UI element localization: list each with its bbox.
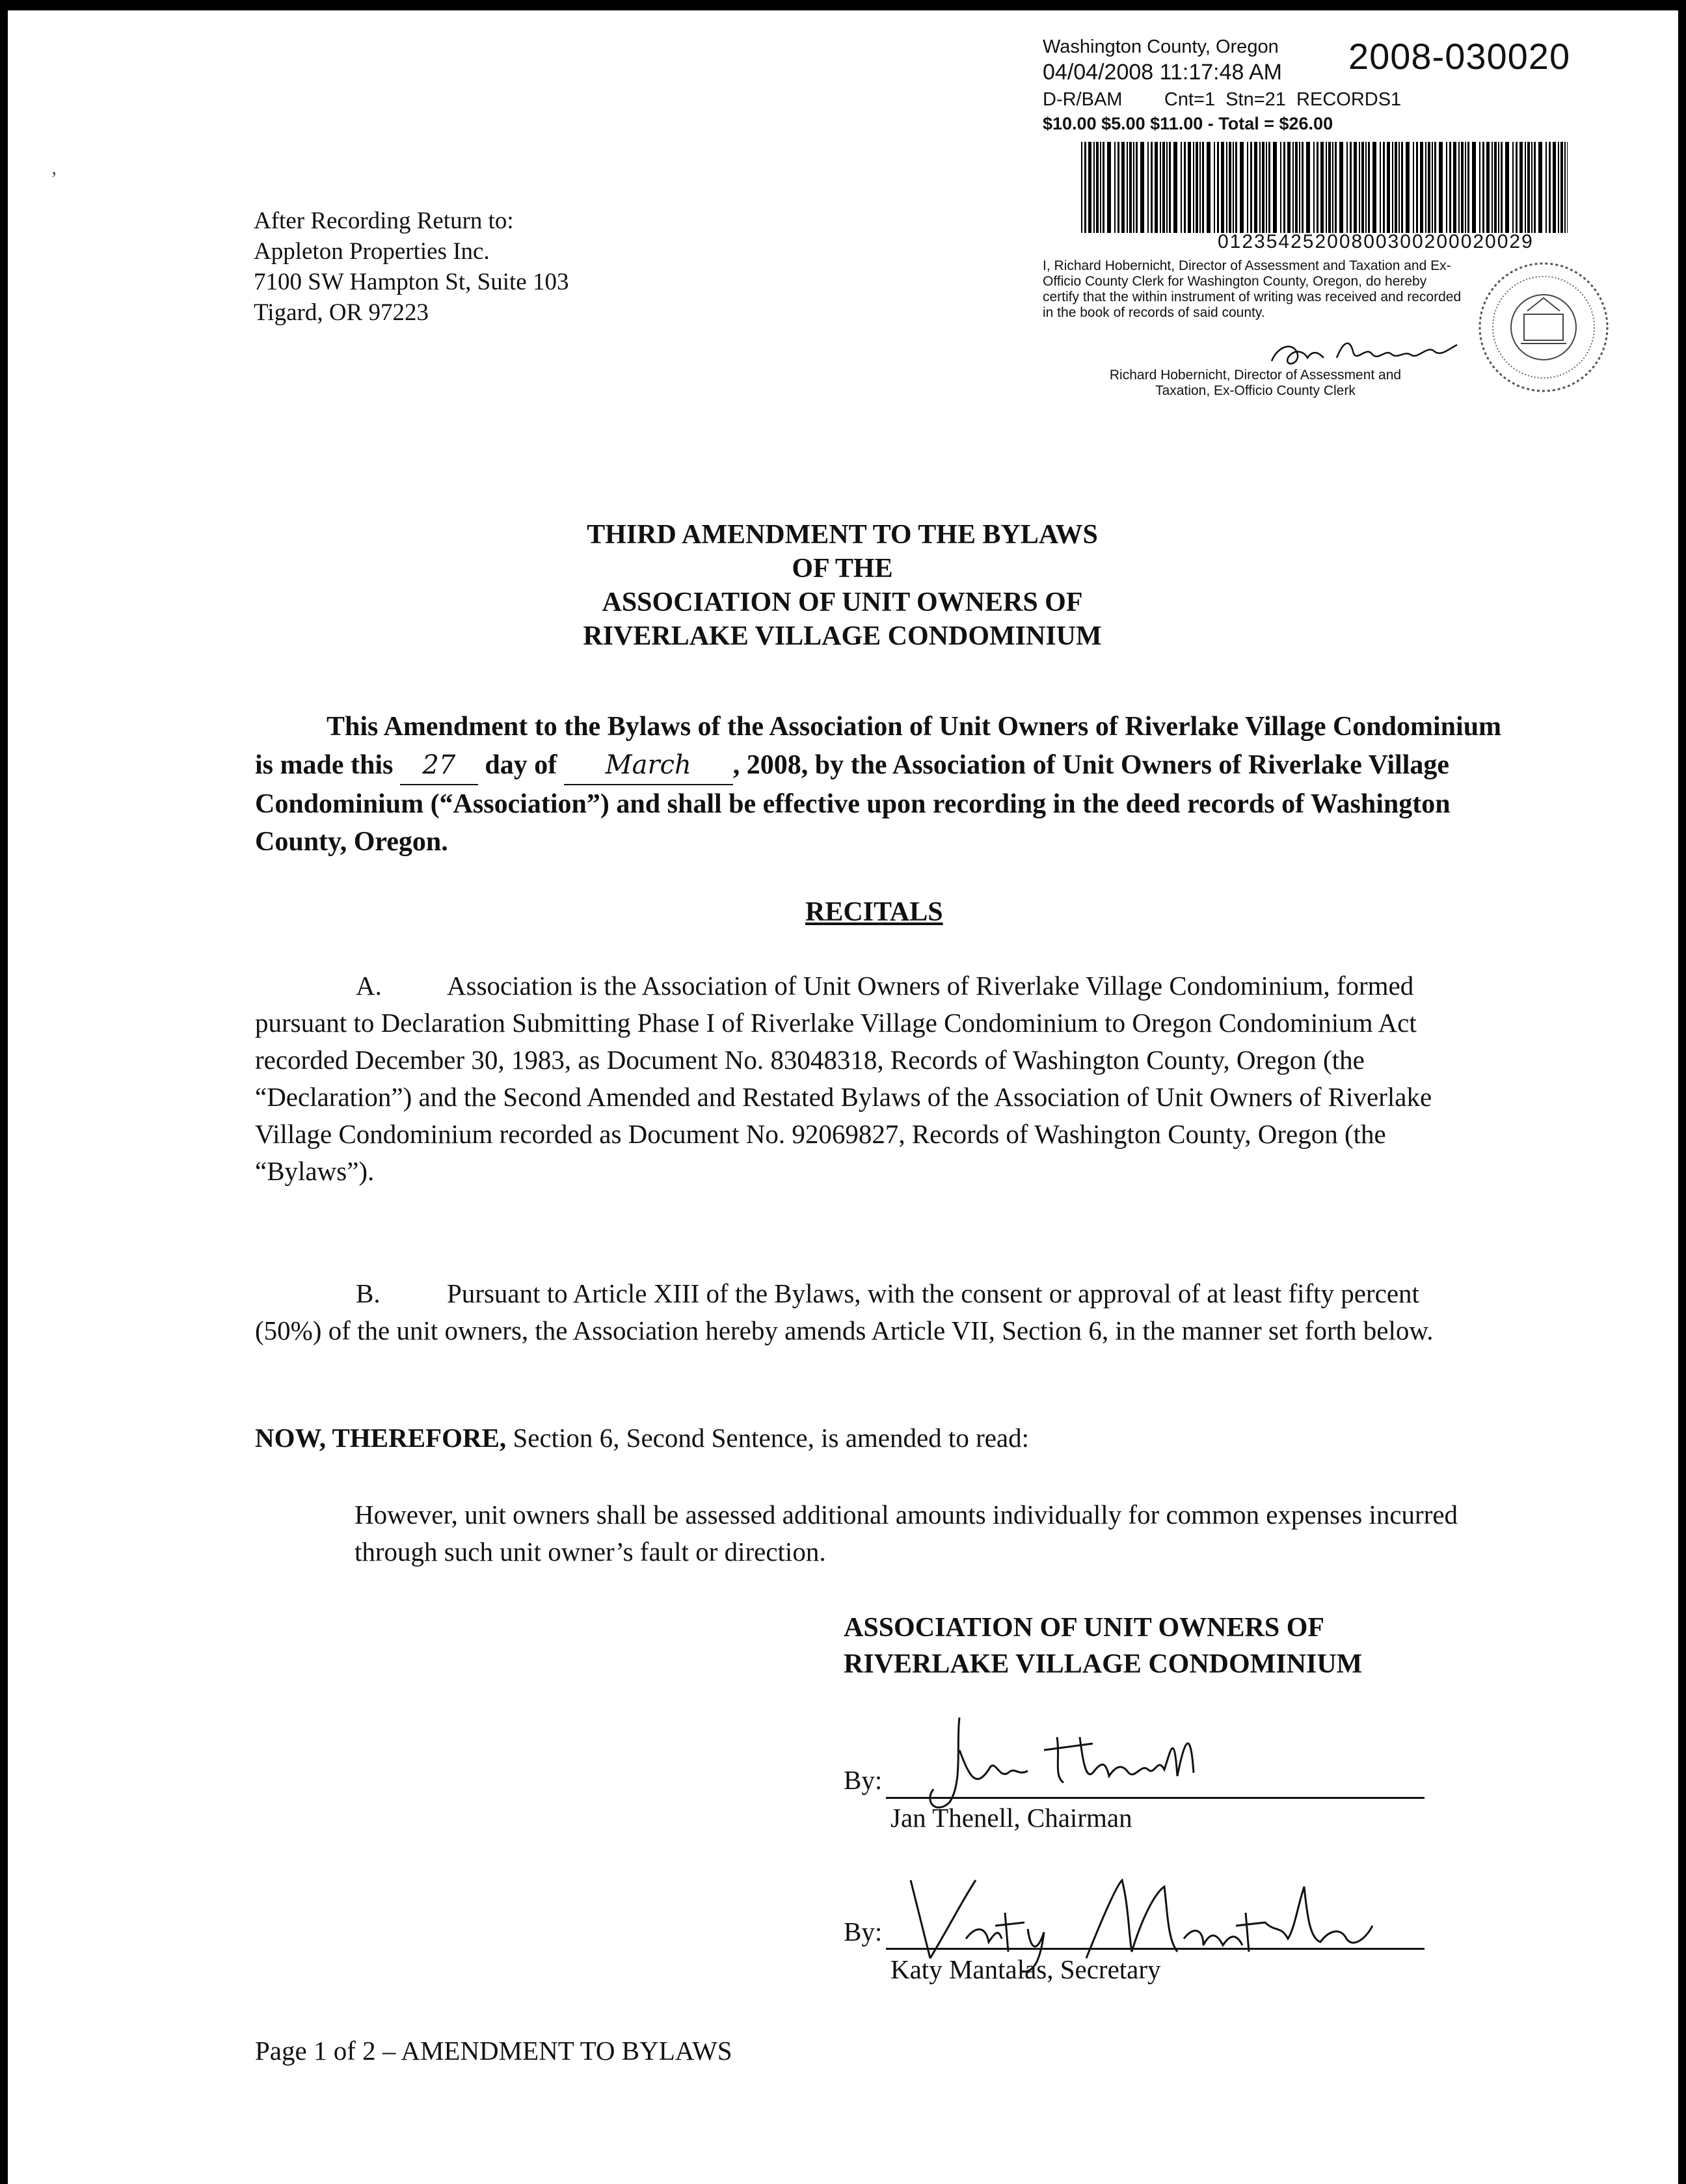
barcode-bar	[1567, 142, 1568, 233]
barcode-bar	[1461, 142, 1464, 233]
barcode-bar	[1494, 142, 1497, 233]
title-line: ASSOCIATION OF UNIT OWNERS OF	[602, 587, 1083, 617]
barcode-bar	[1088, 142, 1091, 233]
barcode-bar	[1127, 142, 1128, 233]
barcode-bar	[1498, 142, 1499, 233]
barcode-bar	[1413, 142, 1414, 233]
barcode-bar	[1392, 142, 1393, 233]
barcode-bar	[1214, 142, 1215, 233]
return-address-line: After Recording Return to:	[254, 208, 514, 234]
now-therefore	[255, 1422, 1029, 1453]
barcode-bar	[1226, 142, 1227, 233]
barcode-bar	[1181, 142, 1182, 233]
barcode-bar	[1365, 142, 1367, 233]
stamp-county: Washington County, Oregon	[1043, 36, 1279, 57]
barcode-bar	[1512, 142, 1514, 233]
barcode-bar	[1155, 142, 1158, 233]
barcode-number: 01235425200800300200020029	[1218, 231, 1534, 252]
barcode-bar	[1262, 142, 1264, 233]
signer-katy-mantalas: Katy Mantalas, Secretary	[890, 1954, 1161, 1984]
barcode-bar	[1259, 142, 1261, 233]
barcode-bar	[1368, 142, 1370, 233]
barcode-bar	[1328, 142, 1331, 233]
now-therefore-text: Section 6, Second Sentence, is amended to read:	[506, 1423, 1030, 1453]
barcode-bar	[1221, 142, 1224, 233]
barcode-bar	[1558, 142, 1559, 233]
barcode-bar	[1121, 142, 1125, 233]
barcode-bar	[1425, 142, 1426, 233]
barcode-bar	[1173, 142, 1177, 233]
barcode-bar	[1354, 142, 1357, 233]
day-handwritten: 27	[422, 750, 456, 780]
barcode-bar	[1359, 142, 1360, 233]
recital-b	[255, 1275, 1491, 1349]
barcode-bar	[1313, 142, 1315, 233]
barcode-bar	[1486, 142, 1490, 233]
barcode-bar	[1387, 142, 1390, 233]
barcode-bar	[1416, 142, 1418, 233]
return-address-line: Tigard, OR 97223	[254, 299, 429, 326]
barcode	[1081, 142, 1568, 233]
stamp-codes: D-R/BAM Cnt=1 Stn=21 RECORDS1	[1043, 89, 1402, 110]
scan-border-left	[0, 0, 8, 2184]
page-footer: Page 1 of 2 – AMENDMENT TO BYLAWS	[255, 2036, 732, 2066]
barcode-bar	[1516, 142, 1518, 233]
barcode-bar	[1096, 142, 1099, 233]
barcode-bar	[1553, 142, 1556, 233]
barcode-bar	[1151, 142, 1153, 233]
barcode-bar	[1326, 142, 1327, 233]
barcode-bar	[1401, 142, 1403, 233]
by-label: By:	[844, 1765, 883, 1795]
document-title	[390, 518, 1294, 653]
barcode-bar	[1160, 142, 1161, 233]
barcode-bar	[1439, 142, 1443, 233]
barcode-bar	[1482, 142, 1484, 233]
barcode-bar	[1372, 142, 1376, 233]
stamp-fees: $10.00 $5.00 $11.00 - Total = $26.00	[1043, 114, 1333, 133]
barcode-bar	[1395, 142, 1397, 233]
barcode-bar	[1564, 142, 1566, 233]
intro-text: This Amendment to the Bylaws of the Association of Unit Owners of Riverlake Village Condominium is made this	[255, 712, 1502, 780]
stamp-document-number: 2008-030020	[1348, 36, 1571, 77]
barcode-bar	[1472, 142, 1476, 233]
barcode-bar	[1458, 142, 1460, 233]
barcode-bar	[1129, 142, 1132, 233]
barcode-bar	[1361, 142, 1364, 233]
now-therefore-bold: NOW, THEREFORE,	[255, 1423, 507, 1453]
by-label: By:	[844, 1917, 883, 1947]
barcode-bar	[1280, 142, 1281, 233]
scan-mark: ’	[51, 168, 57, 189]
barcode-bar	[1525, 142, 1526, 233]
barcode-bar	[1084, 142, 1086, 233]
month-blank	[564, 746, 733, 785]
signature-jan-thenell	[898, 1711, 1262, 1815]
barcode-bar	[1383, 142, 1385, 233]
barcode-bar	[1093, 142, 1095, 233]
barcode-bar	[1103, 142, 1104, 233]
barcode-bar	[1420, 142, 1423, 233]
barcode-bar	[1453, 142, 1456, 233]
association-line: RIVERLAKE VILLAGE CONDOMINIUM	[844, 1649, 1363, 1679]
return-address-line: Appleton Properties Inc.	[254, 238, 490, 265]
barcode-bar	[1306, 142, 1310, 233]
barcode-bar	[1335, 142, 1337, 233]
barcode-bar	[1136, 142, 1138, 233]
barcode-bar	[1501, 142, 1503, 233]
signer-jan-thenell: Jan Thenell, Chairman	[890, 1803, 1132, 1833]
clerk-line-1: Richard Hobernicht, Director of Assessment and	[1109, 368, 1402, 383]
barcode-bar	[1287, 142, 1291, 233]
scan-border-top	[0, 0, 1686, 10]
barcode-bar	[1398, 142, 1400, 233]
barcode-bar	[1133, 142, 1134, 233]
barcode-bar	[1531, 142, 1532, 233]
barcode-bar	[1549, 142, 1551, 233]
barcode-bar	[1254, 142, 1257, 233]
barcode-bar	[1117, 142, 1119, 233]
barcode-bar	[1162, 142, 1165, 233]
barcode-bar	[1534, 142, 1536, 233]
barcode-bar	[1250, 142, 1252, 233]
barcode-bar	[1196, 142, 1198, 233]
barcode-bar	[1527, 142, 1530, 233]
title-line: OF THE	[792, 554, 893, 584]
barcode-bar	[1184, 142, 1186, 233]
barcode-bar	[1100, 142, 1101, 233]
barcode-bar	[1207, 142, 1211, 233]
barcode-bar	[1320, 142, 1324, 233]
barcode-bar	[1465, 142, 1466, 233]
recitals-heading: RECITALS	[805, 897, 943, 927]
barcode-bar	[1560, 142, 1563, 233]
clerk-line-2: Taxation, Ex-Officio County Clerk	[1155, 383, 1356, 398]
barcode-bar	[1217, 142, 1219, 233]
recital-a-text: Association is the Association of Unit Owners of Riverlake Village Condominium, formed pursuant to Declaration Submitting Phase I of Riverlake Village Condominium to Oregon Condominium Act recorded December 30, 1983, as Document No. 83048318, Records of Washington County, Oregon (the “Declaration”) and the Second Amended and Restated Bylaws of the Association of Unit Owners of Riverlake Village Condominium recorded as Document No. 92069827, Records of Washington County, Oregon (the “Bylaws”).	[255, 971, 1432, 1186]
recital-a	[255, 967, 1491, 1190]
month-handwritten: March	[605, 750, 691, 780]
recital-b-letter: B.	[356, 1278, 381, 1308]
scan-border-right	[1678, 0, 1686, 2184]
barcode-bar	[1302, 142, 1304, 233]
barcode-bar	[1292, 142, 1294, 233]
barcode-bar	[1247, 142, 1248, 233]
barcode-bar	[1114, 142, 1116, 233]
association-line: ASSOCIATION OF UNIT OWNERS OF	[844, 1613, 1325, 1643]
title-line: THIRD AMENDMENT TO THE BYLAWS	[587, 520, 1098, 550]
barcode-bar	[1428, 142, 1430, 233]
barcode-bar	[1346, 142, 1348, 233]
barcode-bar	[1299, 142, 1300, 233]
barcode-bar	[1339, 142, 1343, 233]
barcode-bar	[1434, 142, 1436, 233]
barcode-bar	[1295, 142, 1298, 233]
barcode-bar	[1233, 142, 1234, 233]
barcode-bar	[1317, 142, 1318, 233]
intro-text: , 2008, by the Association of Unit Owners of Riverlake Village Condominium (“Association”) and shall be effective upon recording in the deed records of Washington County, Oregon.	[255, 750, 1451, 857]
barcode-bar	[1350, 142, 1352, 233]
barcode-bar	[1538, 142, 1542, 233]
recital-a-letter: A.	[356, 971, 382, 1001]
barcode-bar	[1467, 142, 1469, 233]
return-address	[254, 206, 569, 328]
barcode-bar	[1545, 142, 1547, 233]
barcode-bar	[1193, 142, 1194, 233]
barcode-bar	[1406, 142, 1410, 233]
intro-text: day of	[477, 750, 564, 780]
barcode-bar	[1199, 142, 1201, 233]
barcode-bar	[1273, 142, 1277, 233]
barcode-bar	[1505, 142, 1509, 233]
barcode-bar	[1169, 142, 1171, 233]
barcode-bar	[1380, 142, 1381, 233]
barcode-bar	[1235, 142, 1237, 233]
barcode-bar	[1188, 142, 1191, 233]
county-seal-icon	[1475, 259, 1612, 396]
amendment-text: However, unit owners shall be assessed additional amounts individually for common expenses incurred through such unit owner’s fault or direction.	[355, 1500, 1458, 1567]
barcode-bar	[1449, 142, 1451, 233]
recital-b-text: Pursuant to Article XIII of the Bylaws, with the consent or approval of at least fifty percent (50%) of the unit owners, the Association hereby amends Article VII, Section 6, in the manner set forth below.	[255, 1278, 1434, 1345]
barcode-bar	[1492, 142, 1493, 233]
title-line: RIVERLAKE VILLAGE CONDOMINIUM	[583, 621, 1102, 651]
barcode-bar	[1166, 142, 1168, 233]
barcode-bar	[1202, 142, 1204, 233]
barcode-bar	[1268, 142, 1270, 233]
barcode-bar	[1266, 142, 1267, 233]
clerk-certification: I, Richard Hobernicht, Director of Assessment and Taxation and Ex-Officio County Clerk for Washington County, Oregon, do hereby certify that the within instrument of writing was received and recorded in the book of records of said county.	[1043, 258, 1462, 320]
barcode-bar	[1240, 142, 1244, 233]
intro-paragraph	[255, 708, 1523, 861]
barcode-bar	[1519, 142, 1523, 233]
day-blank	[400, 746, 478, 785]
barcode-bar	[1147, 142, 1149, 233]
barcode-bar	[1229, 142, 1231, 233]
barcode-bar	[1107, 142, 1111, 233]
barcode-bar	[1332, 142, 1333, 233]
barcode-bar	[1140, 142, 1144, 233]
barcode-bar	[1446, 142, 1447, 233]
stamp-datetime: 04/04/2008 11:17:48 AM	[1043, 60, 1283, 85]
barcode-bar	[1283, 142, 1285, 233]
barcode-bar	[1479, 142, 1480, 233]
barcode-bar	[1081, 142, 1082, 233]
barcode-bar	[1432, 142, 1433, 233]
clerk-name-title	[1067, 368, 1444, 399]
association-name	[844, 1610, 1362, 1682]
return-address-line: 7100 SW Hampton St, Suite 103	[254, 269, 569, 295]
